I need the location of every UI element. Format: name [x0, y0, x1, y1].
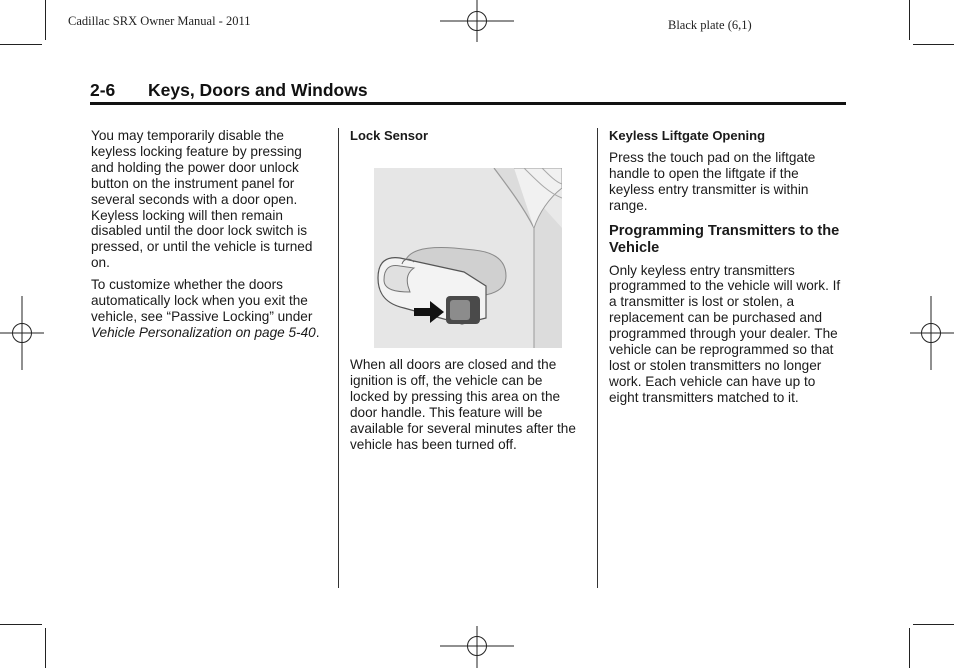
section-title: Keys, Doors and Windows: [148, 80, 368, 100]
paragraph-customize-locking: [91, 277, 323, 341]
paragraph-text: To customize whether the doors automatically lock when you exit the vehicle, see “Passive Locking” under: [91, 277, 313, 324]
heading-keyless-liftgate: Keyless Liftgate Opening: [609, 128, 766, 143]
door-handle-lock-sensor-icon: [374, 168, 562, 348]
paragraph-lock-sensor-caption: When all doors are closed and the ignition is off, the vehicle can be locked by pressing this area on the door handle. This feature will be available for several minutes after the vehicle has been turned off.: [350, 357, 576, 452]
section-number: 2-6: [90, 80, 116, 100]
crop-mark-top-right-h: [913, 44, 954, 45]
crop-mark-bottom-left-h: [0, 624, 42, 625]
crop-mark-top-left-v: [45, 0, 46, 40]
registration-mark-top-icon: [440, 0, 514, 42]
registration-mark-right-icon: [910, 296, 954, 370]
column-divider-1: [338, 128, 339, 588]
cross-reference-link[interactable]: Vehicle Personalization on page 5-40: [91, 324, 316, 340]
section-heading: [90, 80, 846, 102]
header-manual-title: Cadillac SRX Owner Manual - 2011: [68, 14, 251, 28]
crop-mark-top-right-v: [909, 0, 910, 40]
crop-mark-bottom-right-v: [909, 628, 910, 668]
registration-mark-bottom-icon: [440, 626, 514, 668]
crop-mark-bottom-right-h: [913, 624, 954, 625]
column-1: [91, 128, 323, 347]
column-divider-2: [597, 128, 598, 588]
paragraph-end: .: [315, 324, 320, 340]
crop-mark-top-left-h: [0, 44, 42, 45]
column-3: [609, 128, 841, 412]
paragraph-programming: Only keyless entry transmitters programmed to the vehicle will work. If a transmitter is lost or stolen, a replacement can be purchased and programmed through your dealer. The vehicle can be reprogrammed so that lost or stolen transmitters no longer work. Each vehicle can have up to eight transmitters matched to it.: [609, 262, 841, 405]
heading-programming-transmitters: Programming Transmitters to the Vehicle: [609, 222, 840, 256]
paragraph-keyless-disable: You may temporarily disable the keyless locking feature by pressing and holding the power door unlock button on the instrument panel for several seconds with a door open. Keyless locking will then remain disabled until the door lock switch is pressed, or until the vehicle is turned on.: [91, 128, 313, 271]
registration-mark-left-icon: [0, 296, 44, 370]
column-2: [350, 128, 582, 150]
section-rule: [90, 102, 846, 105]
paragraph-liftgate: Press the touch pad on the liftgate handle to open the liftgate if the keyless entry transmitter is within range.: [609, 149, 816, 213]
heading-lock-sensor: Lock Sensor: [350, 128, 429, 143]
column-2-caption: [350, 357, 582, 458]
crop-mark-bottom-left-v: [45, 628, 46, 668]
header-plate-label: Black plate (6,1): [668, 18, 752, 32]
